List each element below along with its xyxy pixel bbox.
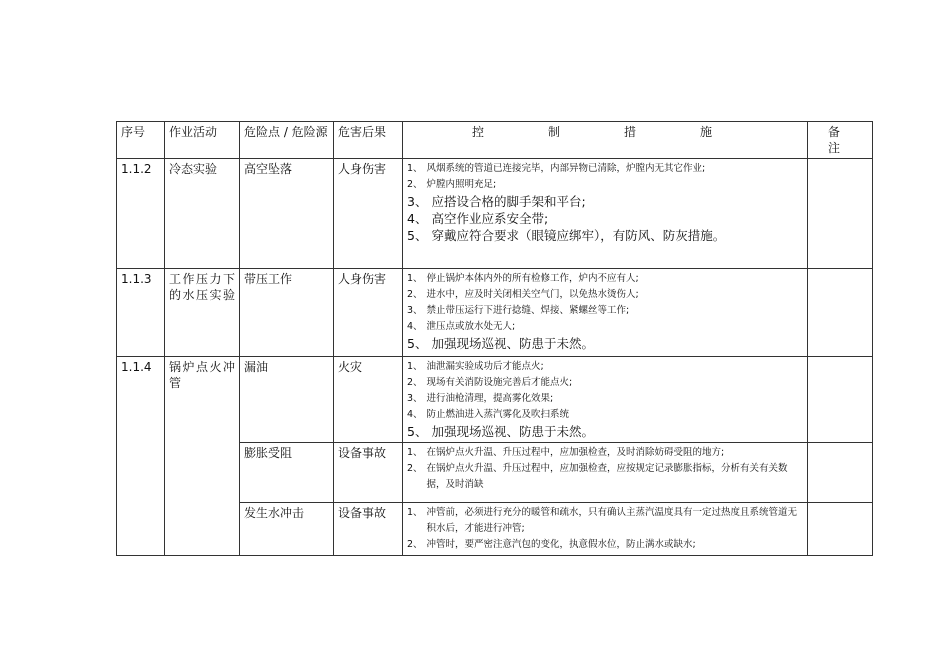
table-row — [117, 159, 873, 269]
measure-item — [407, 461, 803, 493]
row-seq: 1.1.3 — [117, 269, 165, 357]
measure-number: 4、 — [407, 321, 423, 332]
measure-number: 2、 — [407, 179, 423, 190]
measure-number: 5、 — [407, 424, 428, 439]
row-hazard: 膨胀受阻 — [240, 443, 334, 503]
row-measures — [403, 159, 808, 269]
row-activity: 锅炉点火冲管 — [165, 357, 240, 556]
measure-list — [407, 271, 803, 352]
row-measures — [403, 503, 808, 556]
measure-text: 穿戴应符合要求（眼镜应绑牢），有防风、防灰措施。 — [431, 228, 726, 243]
measure-number: 2、 — [407, 463, 423, 474]
measure-item — [407, 287, 803, 303]
row-consequence: 人身伤害 — [334, 159, 403, 269]
measure-item — [407, 375, 803, 391]
measure-text: 进水中，应及时关闭相关空气门，以免热水烫伤人; — [426, 289, 639, 300]
measure-text: 加强现场巡视、防患于未然。 — [431, 336, 594, 351]
measure-text: 油泄漏实验成功后才能点火; — [426, 361, 544, 372]
row-note — [808, 269, 873, 357]
measure-item — [407, 423, 803, 440]
measure-text: 炉膛内照明充足; — [426, 179, 497, 190]
measure-item — [407, 271, 803, 287]
measure-list — [407, 505, 803, 553]
measure-text: 冲管时，要严密注意汽包的变化，执意假水位，防止满水或缺水; — [426, 539, 696, 550]
measure-text: 冲管前，必须进行充分的暖管和疏水，只有确认主蒸汽温度具有一定过热度且系统管道无积水后，才能进行冲管; — [426, 507, 798, 534]
measure-number: 5、 — [407, 228, 428, 243]
measure-item — [407, 445, 803, 461]
measure-number: 1、 — [407, 507, 423, 518]
row-measures — [403, 443, 808, 503]
measure-number: 2、 — [407, 539, 423, 550]
header-consequence: 危害后果 — [334, 122, 403, 159]
row-activity: 冷态实验 — [165, 159, 240, 269]
header-hazard: 危险点 / 危险源 — [240, 122, 334, 159]
measure-number: 4、 — [407, 409, 423, 420]
row-consequence: 设备事故 — [334, 443, 403, 503]
measure-number: 2、 — [407, 377, 423, 388]
measure-list — [407, 445, 803, 493]
row-note — [808, 443, 873, 503]
measure-text: 停止锅炉本体内外的所有检修工作，炉内不应有人; — [426, 273, 639, 284]
row-measures — [403, 357, 808, 443]
measure-item — [407, 161, 803, 177]
measure-item — [407, 335, 803, 352]
measure-item — [407, 505, 803, 537]
measure-text: 现场有关消防设施完善后才能点火; — [426, 377, 573, 388]
measure-item — [407, 177, 803, 193]
header-activity: 作业活动 — [165, 122, 240, 159]
table-row — [117, 357, 873, 443]
measure-text: 高空作业应系安全带; — [431, 211, 549, 226]
row-hazard: 漏油 — [240, 357, 334, 443]
measure-number: 1、 — [407, 361, 423, 372]
measure-number: 3、 — [407, 393, 423, 404]
measure-text: 禁止带压运行下进行捻缝、焊接、紧螺丝等工作; — [426, 305, 630, 316]
measure-list — [407, 161, 803, 244]
measure-item — [407, 537, 803, 553]
measure-item — [407, 193, 803, 210]
measure-text: 在锅炉点火升温、升压过程中，应加强检查，及时消除妨碍受阻的地方; — [426, 447, 725, 458]
row-hazard: 发生水冲击 — [240, 503, 334, 556]
measure-text: 加强现场巡视、防患于未然。 — [431, 424, 594, 439]
header-note: 备 注 — [808, 122, 873, 159]
measure-text: 风烟系统的管道已连接完毕，内部异物已清除，炉膛内无其它作业; — [426, 163, 706, 174]
measure-text: 防止燃油进入蒸汽雾化及吹扫系统 — [426, 409, 570, 420]
measure-item — [407, 407, 803, 423]
header-seq: 序号 — [117, 122, 165, 159]
measure-number: 4、 — [407, 211, 428, 226]
measure-item — [407, 391, 803, 407]
row-seq: 1.1.2 — [117, 159, 165, 269]
row-note — [808, 159, 873, 269]
measure-number: 5、 — [407, 336, 428, 351]
measure-number: 3、 — [407, 305, 423, 316]
row-note — [808, 357, 873, 443]
measure-list — [407, 359, 803, 440]
measure-text: 泄压点或放水处无人; — [426, 321, 516, 332]
measure-item — [407, 227, 803, 244]
row-consequence: 火灾 — [334, 357, 403, 443]
measure-number: 1、 — [407, 447, 423, 458]
measure-number: 1、 — [407, 163, 423, 174]
risk-control-table — [116, 121, 877, 556]
measure-item — [407, 359, 803, 375]
row-hazard: 带压工作 — [240, 269, 334, 357]
row-hazard: 高空坠落 — [240, 159, 334, 269]
row-note — [808, 503, 873, 556]
measure-text: 在锅炉点火升温、升压过程中，应加强检查，应按规定记录膨胀指标，分析有关有关数据，及时消缺 — [426, 463, 788, 490]
measure-text: 应搭设合格的脚手架和平台; — [431, 194, 586, 209]
measure-item — [407, 319, 803, 335]
header-row — [117, 122, 873, 159]
row-measures — [403, 269, 808, 357]
measure-number: 1、 — [407, 273, 423, 284]
measure-number: 3、 — [407, 194, 428, 209]
measure-item — [407, 303, 803, 319]
row-consequence: 设备事故 — [334, 503, 403, 556]
row-activity: 工作压力下的水压实验 — [165, 269, 240, 357]
measure-number: 2、 — [407, 289, 423, 300]
table-row — [117, 269, 873, 357]
header-measures: 控 制 措 施 — [403, 122, 808, 159]
row-seq: 1.1.4 — [117, 357, 165, 556]
measure-item — [407, 210, 803, 227]
measure-text: 进行油枪清理，提高雾化效果; — [426, 393, 554, 404]
row-consequence: 人身伤害 — [334, 269, 403, 357]
